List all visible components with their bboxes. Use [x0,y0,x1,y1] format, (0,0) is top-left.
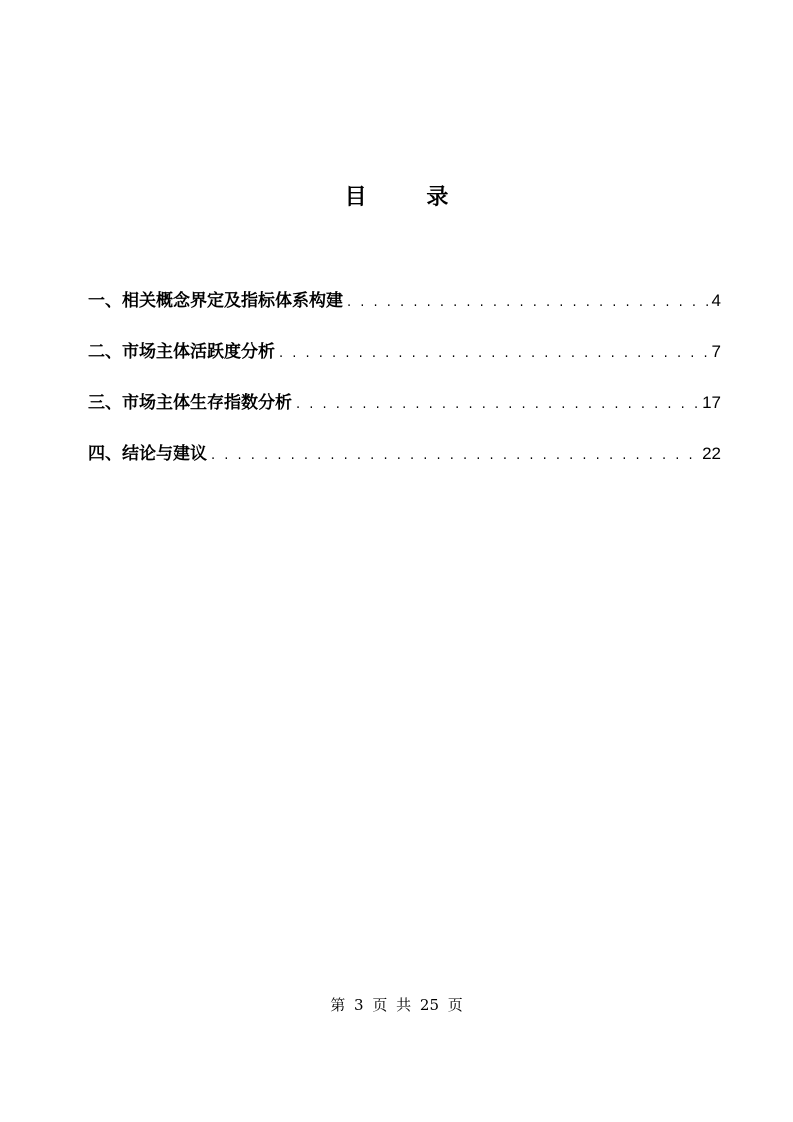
footer-current-page: 3 [353,996,364,1014]
footer-suffix: 页 [447,996,463,1014]
toc-title: 目 录 [344,185,475,210]
toc-dot-leader [211,441,698,471]
toc-entry[interactable] [88,439,721,490]
toc-entry-label: 二、市场主体活跃度分析 [88,342,275,362]
footer-total-word: 共 [396,996,412,1014]
toc-list [88,286,721,490]
toc-entry-page: 4 [711,291,721,310]
footer-page-word: 页 [372,996,388,1014]
toc-dot-leader [296,390,698,420]
toc-entry-label: 三、市场主体生存指数分析 [88,393,292,413]
toc-dot-leader [279,339,708,369]
footer-prefix: 第 [330,996,346,1014]
page-footer [0,994,793,1016]
toc-entry-label: 一、相关概念界定及指标体系构建 [88,291,343,311]
toc-entry-page: 7 [711,342,721,361]
toc-dot-leader [347,288,708,318]
toc-entry-page: 22 [702,444,721,463]
footer-total-pages: 25 [419,996,439,1014]
toc-entry[interactable] [88,286,721,337]
toc-entry[interactable] [88,337,721,388]
toc-entry[interactable] [88,388,721,439]
toc-entry-page: 17 [702,393,721,412]
toc-entry-label: 四、结论与建议 [88,444,207,464]
